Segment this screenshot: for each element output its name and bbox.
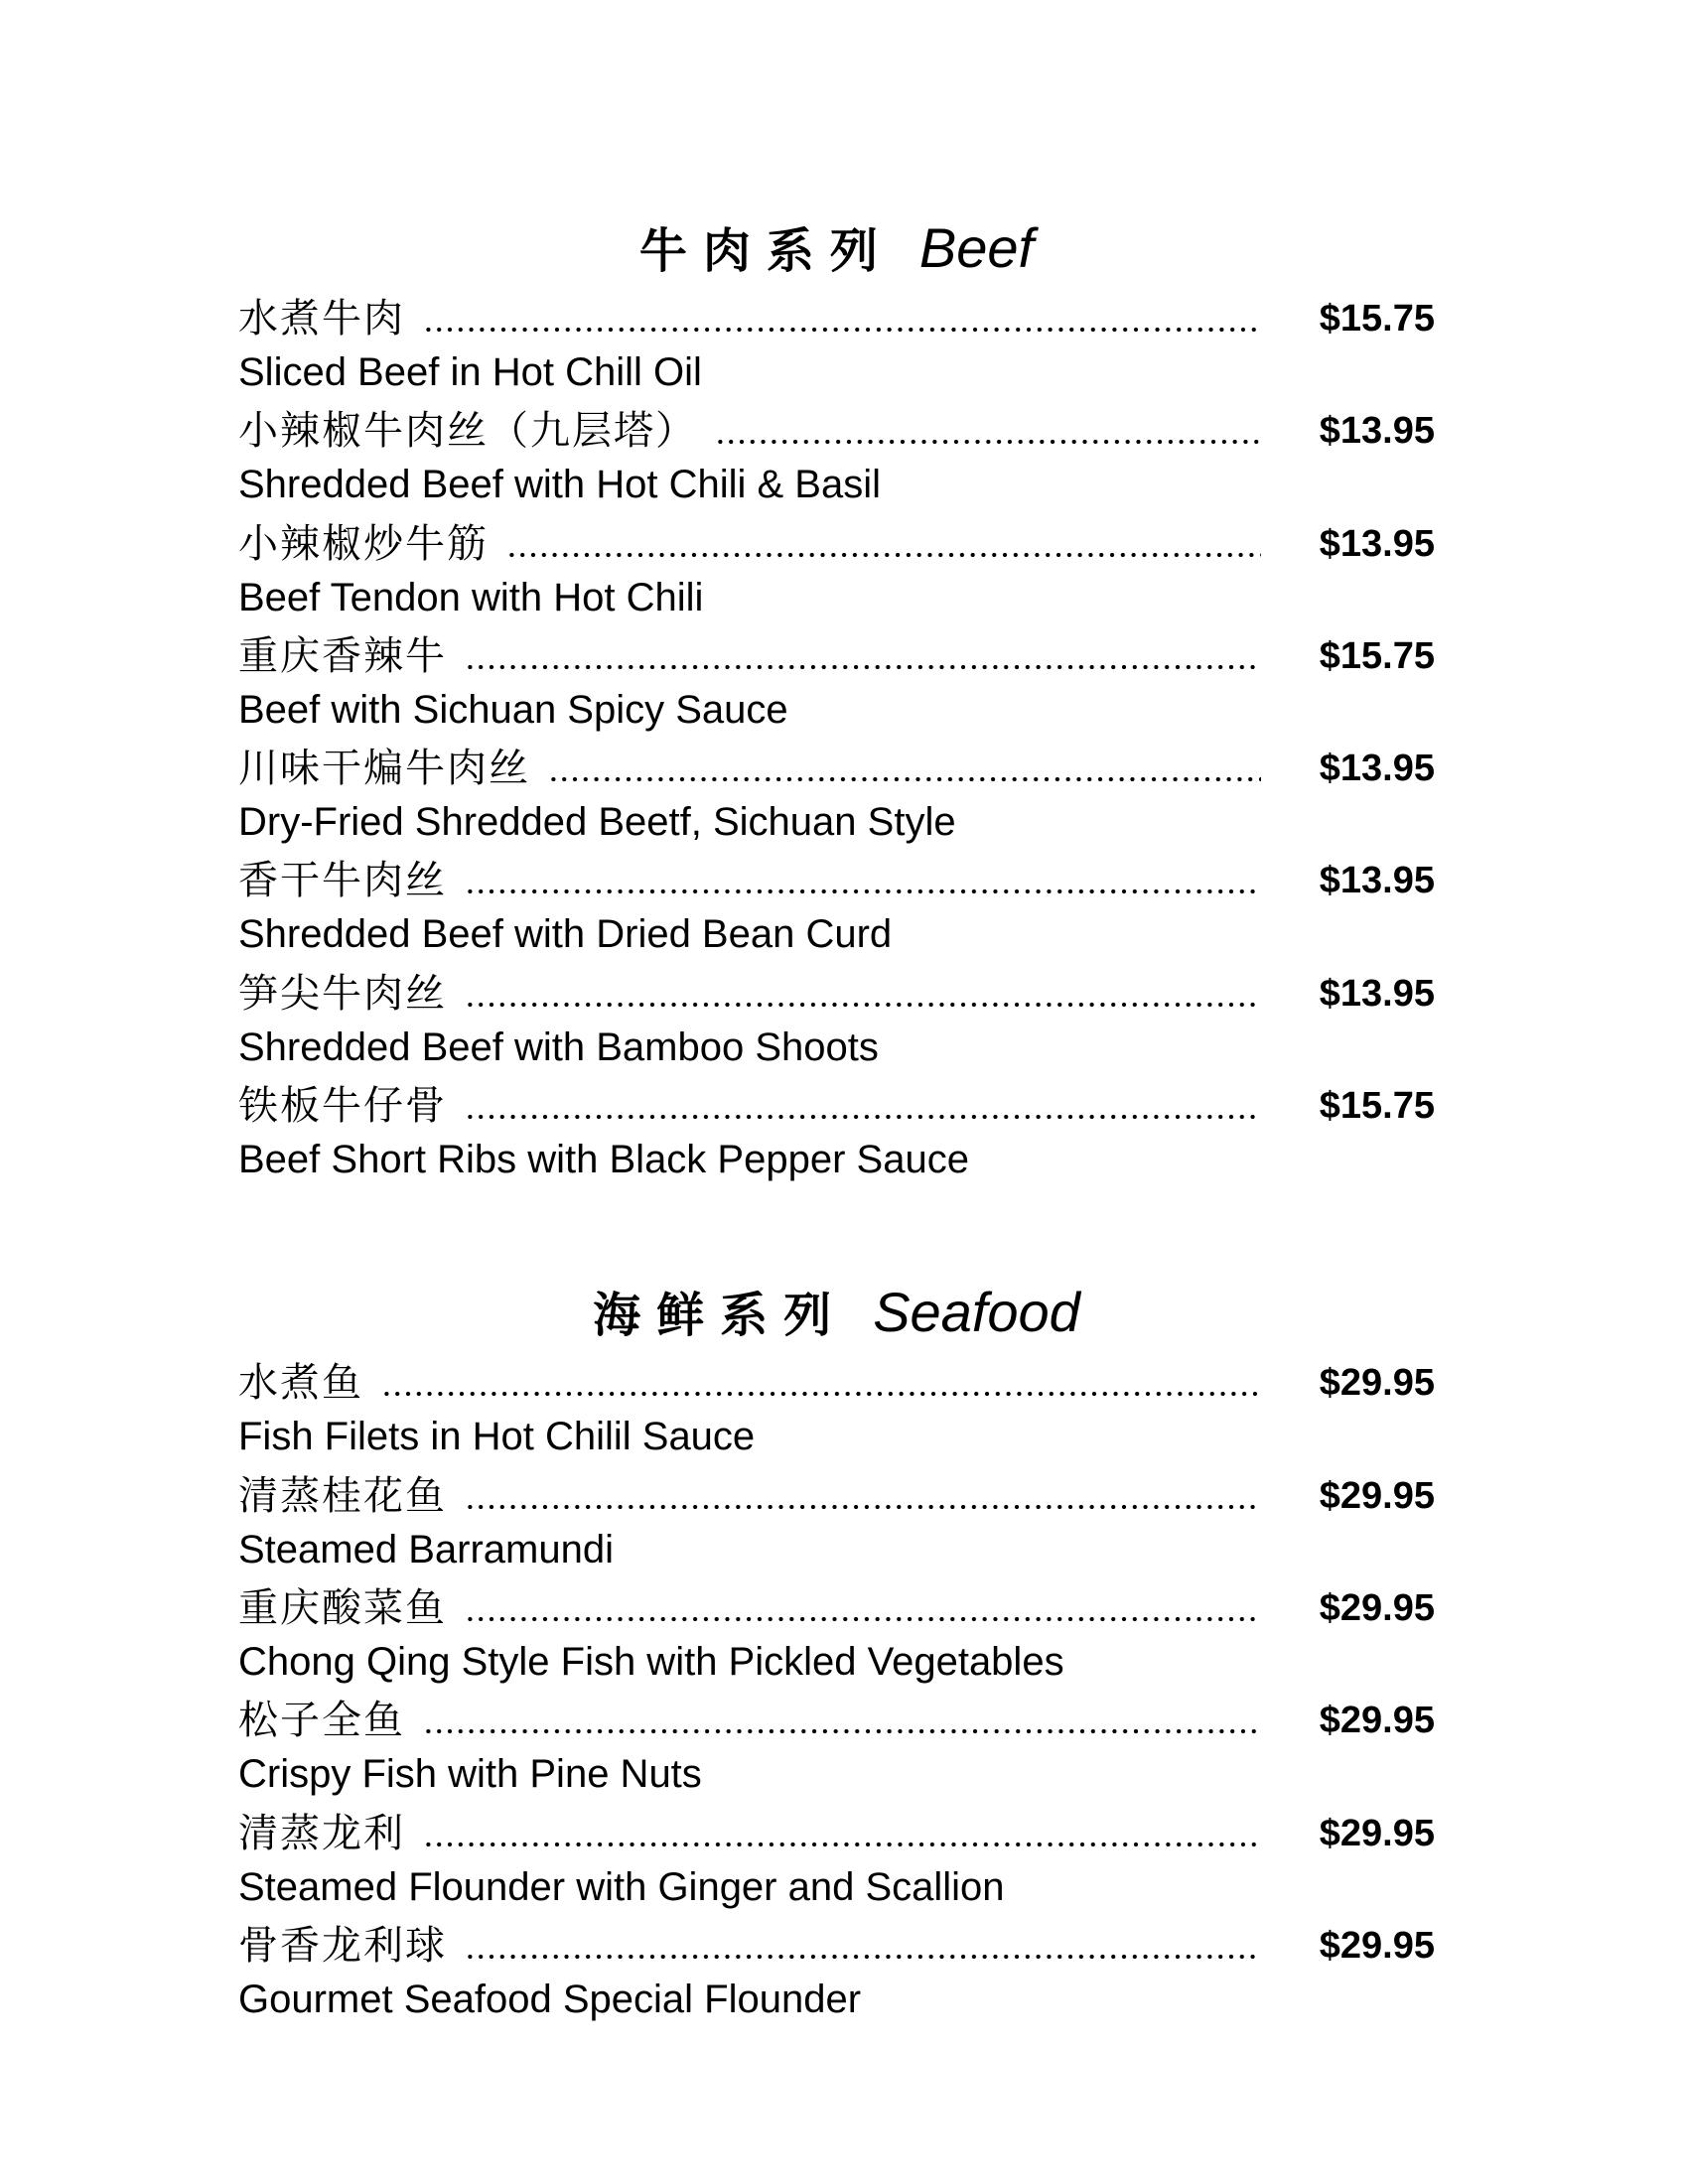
item-name-english: Dry-Fried Shredded Beetf, Sichuan Style [238,800,956,845]
section-title [238,1273,1435,1352]
item-name-chinese: 小辣椒炒牛筋 [238,520,489,567]
item-name-chinese: 铁板牛仔骨 [238,1083,447,1130]
item-price: $29.95 [1319,1700,1435,1742]
item-price: $29.95 [1319,1812,1435,1854]
dot-leader [465,968,1261,1020]
dot-leader [381,1357,1261,1409]
item-price: $29.95 [1319,1586,1435,1629]
section-beef [238,208,1435,1187]
dot-leader [715,405,1261,457]
item-name-english: Beef with Sichuan Spicy Sauce [238,687,788,732]
dot-leader [465,1470,1261,1522]
dot-leader [465,1080,1261,1132]
dot-leader [423,1695,1261,1746]
item-price: $29.95 [1319,1924,1435,1967]
item-name-english: Sliced Beef in Hot Chill Oil [238,350,702,394]
dot-leader [548,743,1261,794]
dot-leader [465,1920,1261,1972]
item-name-chinese: 小辣椒牛肉丝（九层塔） [238,408,697,455]
dot-leader [465,1582,1261,1634]
item-name-english: Beef Tendon with Hot Chili [238,575,704,619]
item-name-chinese: 香干牛肉丝 [238,858,447,904]
menu-item [238,1915,1435,2027]
item-name-chinese: 水煮鱼 [238,1360,363,1407]
section-seafood [238,1273,1435,2027]
menu-item [238,625,1435,738]
item-price: $29.95 [1319,1362,1435,1405]
item-name-english: Gourmet Seafood Special Flounder [238,1977,862,2021]
item-price: $15.75 [1319,634,1435,677]
menu-item [238,1352,1435,1464]
item-price: $15.75 [1319,1085,1435,1128]
item-price: $15.75 [1319,298,1435,340]
section-title-english: Beef [918,216,1035,279]
item-name-chinese: 重庆香辣牛 [238,632,447,679]
item-name-english: Shredded Beef with Hot Chili & Basil [238,463,881,507]
section-title-chinese: 海鲜系列 [593,1288,848,1344]
menu-item [238,1577,1435,1690]
item-price: $13.95 [1319,860,1435,902]
menu-item [238,400,1435,512]
item-name-english: Chong Qing Style Fish with Pickled Vegetables [238,1639,1064,1684]
item-price: $13.95 [1319,410,1435,453]
menu-page [238,208,1435,2027]
menu-item [238,1690,1435,1802]
dot-leader [465,630,1261,682]
item-name-english: Beef Short Ribs with Black Pepper Sauce [238,1138,969,1182]
item-name-english: Steamed Flounder with Ginger and Scallion [238,1864,1005,1909]
item-name-english: Fish Filets in Hot Chilil Sauce [238,1415,756,1459]
menu-item [238,963,1435,1075]
item-price: $13.95 [1319,748,1435,790]
item-name-english: Shredded Beef with Dried Bean Curd [238,912,893,957]
section-title-chinese: 牛肉系列 [638,223,894,279]
menu-item [238,1465,1435,1577]
item-name-chinese: 川味干煸牛肉丝 [238,746,530,792]
dot-leader [423,293,1261,344]
item-name-chinese: 笋尖牛肉丝 [238,970,447,1017]
item-name-english: Steamed Barramundi [238,1527,614,1571]
item-price: $13.95 [1319,972,1435,1015]
item-name-chinese: 清蒸龙利 [238,1810,405,1856]
item-name-chinese: 骨香龙利球 [238,1922,447,1969]
item-name-english: Crispy Fish with Pine Nuts [238,1752,702,1797]
menu-item [238,738,1435,850]
item-name-chinese: 清蒸桂花鱼 [238,1472,447,1519]
item-name-chinese: 松子全鱼 [238,1698,405,1744]
item-price: $13.95 [1319,522,1435,565]
section-title-english: Seafood [873,1281,1080,1344]
menu-item [238,850,1435,962]
section-spacer [238,1187,1435,1273]
item-price: $29.95 [1319,1474,1435,1517]
menu-item [238,1075,1435,1187]
item-name-english: Shredded Beef with Bamboo Shoots [238,1024,879,1069]
menu-item [238,1803,1435,1915]
menu-item [238,288,1435,400]
menu-item [238,513,1435,625]
item-name-chinese: 重庆酸菜鱼 [238,1584,447,1631]
dot-leader [506,518,1261,570]
section-title [238,208,1435,288]
dot-leader [465,855,1261,906]
item-name-chinese: 水煮牛肉 [238,296,405,341]
dot-leader [423,1808,1261,1859]
